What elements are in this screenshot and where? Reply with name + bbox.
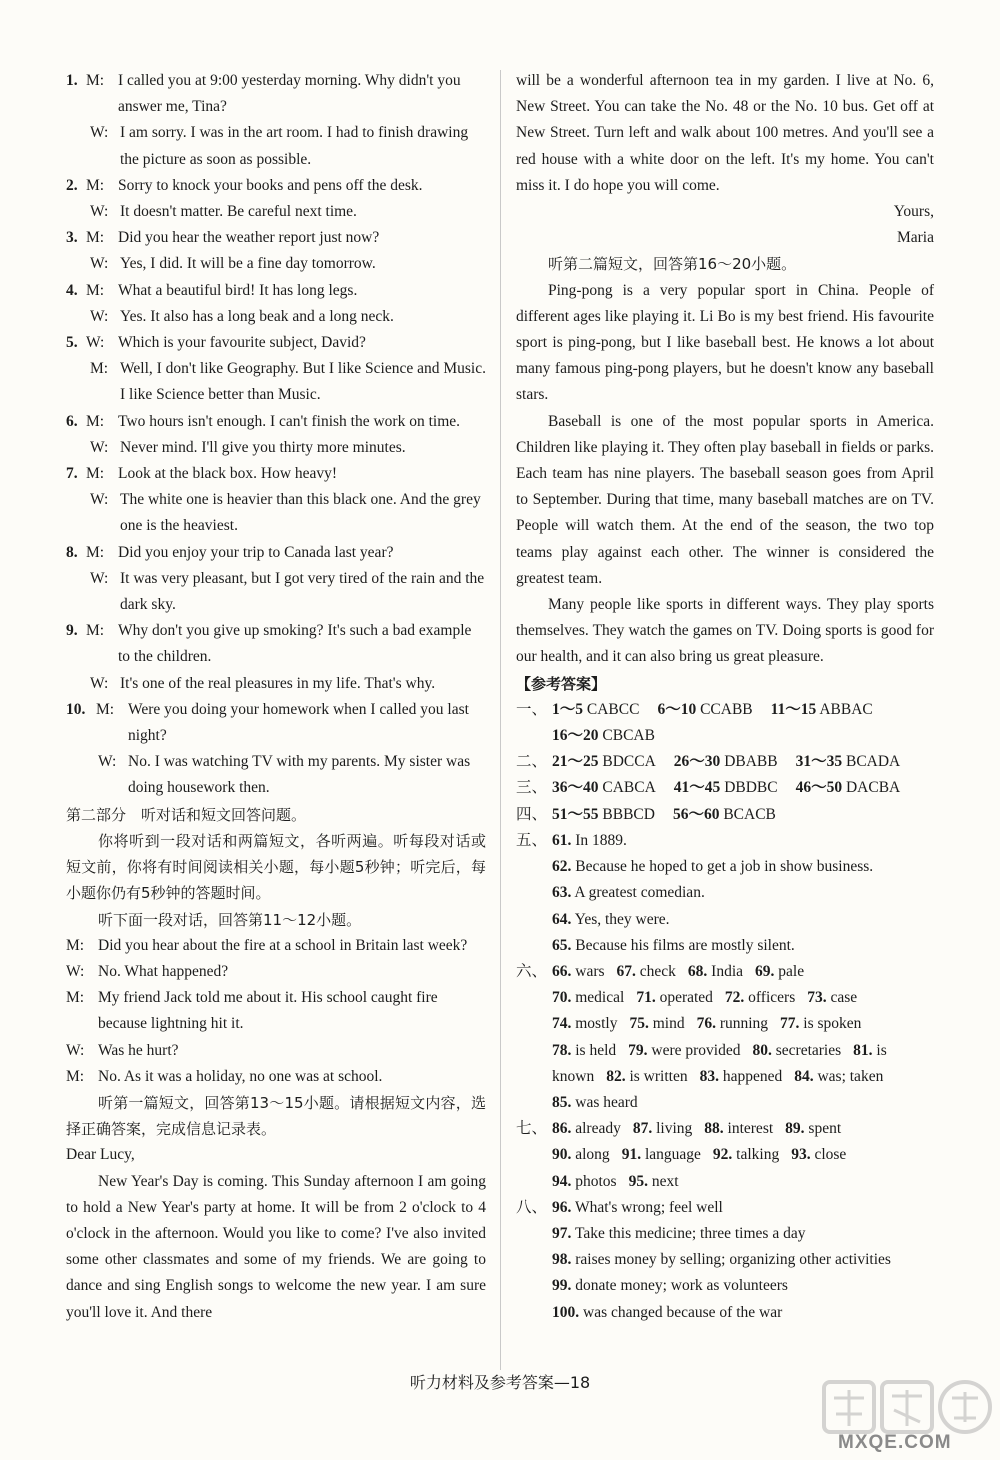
dialogue-line xyxy=(66,487,486,539)
answer-text: Because his films are mostly silent. xyxy=(575,936,795,954)
answer-row xyxy=(516,1169,934,1195)
answer-word: mind xyxy=(652,1015,685,1033)
answer-range: 1～5 xyxy=(552,700,584,718)
answer-text: A greatest comedian. xyxy=(574,884,705,902)
answer-number: 71. xyxy=(636,989,656,1007)
speaker-label: M: xyxy=(66,1067,85,1085)
answer-word: were provided xyxy=(651,1041,741,1059)
answer-row xyxy=(516,959,934,985)
answer-word: living xyxy=(656,1120,693,1138)
speaker-label: W: xyxy=(90,203,109,221)
line-text: Sorry to knock your books and pens off the desk. xyxy=(118,176,423,194)
answer-word: already xyxy=(575,1120,621,1138)
section-label: 八、 xyxy=(516,1198,548,1216)
answer-row xyxy=(516,1247,934,1273)
item-number: 2. xyxy=(66,176,78,194)
answer-pair xyxy=(552,1173,617,1190)
answer-word: mostly xyxy=(575,1015,618,1033)
dialogue-line xyxy=(66,120,486,172)
speaker-label: M: xyxy=(86,622,105,640)
line-text: I am sorry. I was in the art room. I had to finish drawing the picture as soon as possible. xyxy=(120,124,469,168)
answer-pair xyxy=(552,963,605,980)
answer-row xyxy=(516,880,934,906)
answer-pair xyxy=(780,1015,861,1032)
answer-row xyxy=(516,1221,934,1247)
answer-word: wars xyxy=(575,962,605,980)
speaker-label: M: xyxy=(86,281,105,299)
answer-group xyxy=(674,779,778,796)
answer-number: 66. xyxy=(552,962,572,980)
answer-word: India xyxy=(711,962,744,980)
answer-letters: DACBA xyxy=(845,779,901,797)
answer-number: 61. xyxy=(552,831,572,849)
line-text: No. I was watching TV with my parents. My sister was doing housework then. xyxy=(128,753,471,797)
answer-number: 79. xyxy=(628,1041,648,1059)
answer-row xyxy=(516,1090,934,1116)
answer-group xyxy=(796,753,901,770)
answer-row xyxy=(516,1011,934,1037)
answer-number: 69. xyxy=(755,962,775,980)
answer-text: Yes, they were. xyxy=(574,910,670,928)
speaker-label: M: xyxy=(86,229,105,247)
answer-word: was heard xyxy=(575,1093,638,1111)
answer-pair xyxy=(629,1173,679,1190)
answer-word: is spoken xyxy=(803,1015,862,1033)
letter-greeting: Dear Lucy, xyxy=(66,1146,135,1164)
line-text: No. What happened? xyxy=(98,962,229,980)
item-number: 8. xyxy=(66,543,78,561)
dialog-line xyxy=(66,959,486,985)
answer-word: happened xyxy=(722,1067,783,1085)
answer-pair xyxy=(725,989,795,1006)
answer-row xyxy=(516,723,934,749)
answer-row xyxy=(516,933,934,959)
answer-number: 92. xyxy=(712,1146,733,1164)
answer-pair xyxy=(629,1015,684,1032)
answer-pair xyxy=(633,1120,692,1137)
answer-number: 85. xyxy=(552,1093,572,1111)
answer-pair xyxy=(713,1146,779,1163)
answer-number: 89. xyxy=(785,1120,805,1138)
speaker-label: M: xyxy=(86,412,105,430)
answer-number: 84. xyxy=(794,1067,814,1085)
item-number: 5. xyxy=(66,334,78,352)
answer-word: was; taken xyxy=(817,1067,884,1085)
answer-letters: CABCA xyxy=(602,779,656,797)
answer-number: 73. xyxy=(807,989,827,1007)
answer-row xyxy=(516,1195,934,1221)
answer-number: 95. xyxy=(628,1172,648,1190)
answer-row xyxy=(516,775,934,801)
section-label: 三、 xyxy=(516,779,548,797)
answer-letters: CBCAB xyxy=(602,727,655,745)
answer-pair xyxy=(697,1015,768,1032)
answer-pair xyxy=(617,963,676,980)
speaker-label: W: xyxy=(66,1041,85,1059)
answer-letters: BDCCA xyxy=(602,753,656,771)
item-number: 3. xyxy=(66,229,78,247)
answer-word: photos xyxy=(575,1172,617,1190)
answer-number: 78. xyxy=(552,1041,572,1059)
item-number: 10. xyxy=(66,700,86,718)
answer-pair xyxy=(807,989,857,1006)
answer-group xyxy=(552,727,655,744)
answer-number: 75. xyxy=(629,1015,649,1033)
section-label: 二、 xyxy=(516,753,548,771)
section-label: 七、 xyxy=(516,1120,548,1138)
answer-pair xyxy=(794,1068,883,1085)
dialogue-line xyxy=(66,566,486,618)
speaker-label: M: xyxy=(86,72,105,89)
answers-title: 【参考答案】 xyxy=(516,674,607,693)
answer-word: case xyxy=(830,989,858,1007)
answer-pair xyxy=(636,989,713,1006)
answer-letters: BCACB xyxy=(723,805,776,823)
speaker-label: W: xyxy=(90,255,109,273)
answer-row xyxy=(516,907,934,933)
answer-row xyxy=(516,1273,934,1299)
answer-number: 72. xyxy=(724,989,745,1007)
answer-pair xyxy=(853,1042,887,1059)
speaker-label: M: xyxy=(66,936,85,954)
answer-word: running xyxy=(719,1015,769,1033)
answer-range: 6～10 xyxy=(657,700,697,718)
answer-group xyxy=(657,701,752,718)
answer-word: medical xyxy=(575,989,625,1007)
answer-letters: DBDBC xyxy=(724,779,778,797)
section-label: 一、 xyxy=(516,700,548,718)
answer-letters: DBABB xyxy=(724,753,778,771)
answer-range: 36～40 xyxy=(552,779,599,797)
answer-text: was changed because of the war xyxy=(583,1303,783,1321)
answer-pair xyxy=(552,1068,594,1085)
answer-pair xyxy=(552,1042,616,1059)
line-text: No. As it was a holiday, no one was at school. xyxy=(98,1067,383,1085)
speaker-label: W: xyxy=(98,753,117,771)
passage1-intro: 听第一篇短文，回答第13～15小题。请根据短文内容，选择正确答案，完成信息记录表。 xyxy=(66,1093,486,1139)
passage2-intro: 听第二篇短文，回答第16～20小题。 xyxy=(548,255,797,274)
answer-pair xyxy=(552,1094,638,1111)
answer-range: 51～55 xyxy=(552,805,599,823)
answer-row xyxy=(516,1064,934,1090)
answer-number: 80. xyxy=(752,1041,772,1059)
answer-number: 67. xyxy=(616,962,636,980)
answer-row xyxy=(516,1300,934,1326)
right-column xyxy=(516,68,934,1326)
answer-word: spent xyxy=(808,1120,842,1138)
answer-row xyxy=(516,985,934,1011)
answer-pair xyxy=(552,989,624,1006)
answer-group xyxy=(552,701,639,718)
line-text: Never mind. I'll give you thirty more minutes. xyxy=(120,438,406,456)
speaker-label: M: xyxy=(96,700,115,718)
answer-number: 82. xyxy=(606,1067,626,1085)
page-footer: 听力材料及参考答案—18 xyxy=(409,1373,591,1392)
answer-letters: CABCC xyxy=(586,700,640,718)
answer-word: next xyxy=(651,1172,679,1190)
column-divider xyxy=(500,70,501,1370)
speaker-label: M: xyxy=(90,360,109,378)
answer-number: 64. xyxy=(552,910,572,928)
line-text: Did you enjoy your trip to Canada last year? xyxy=(118,543,394,561)
answer-group xyxy=(796,779,901,796)
answer-pair xyxy=(785,1120,841,1137)
section-label: 五、 xyxy=(516,831,548,849)
dialog-line xyxy=(66,1038,486,1064)
answer-pair xyxy=(552,1120,621,1137)
answer-word: is xyxy=(876,1041,887,1059)
answer-word: close xyxy=(814,1146,847,1164)
line-text: Well, I don't like Geography. But I like Science and Music. I like Science better than Music. xyxy=(120,360,486,404)
answer-text: Take this medicine; three times a day xyxy=(574,1224,806,1242)
answer-number: 87. xyxy=(632,1120,653,1138)
answer-group xyxy=(552,806,655,823)
dialogue-line xyxy=(66,461,486,487)
answer-pair xyxy=(552,1015,617,1032)
answer-word: operated xyxy=(659,989,713,1007)
answer-word: is held xyxy=(575,1041,617,1059)
answer-group xyxy=(552,779,656,796)
speaker-label: M: xyxy=(86,465,105,483)
dialogue-line xyxy=(66,540,486,566)
line-text: Look at the black box. How heavy! xyxy=(118,465,338,483)
answer-word: interest xyxy=(727,1120,774,1138)
item-number: 1. xyxy=(66,72,78,89)
dialogue-line xyxy=(66,671,486,697)
answer-row xyxy=(516,1116,934,1142)
answer-number: 100. xyxy=(552,1303,580,1321)
answer-range: 16～20 xyxy=(552,727,599,745)
line-text: It was very pleasant, but I got very tired of the rain and the dark sky. xyxy=(120,569,485,614)
answer-number: 81. xyxy=(853,1041,873,1059)
line-text: Two hours isn't enough. I can't finish the work on time. xyxy=(118,412,461,430)
line-text: It's one of the real pleasures in my life. That's why. xyxy=(120,674,436,692)
line-text: Why don't you give up smoking? It's such a bad example to the children. xyxy=(118,622,472,666)
dialogue-line xyxy=(66,409,486,435)
dialog-line xyxy=(66,985,486,1037)
speaker-label: M: xyxy=(66,989,85,1007)
answer-row xyxy=(516,854,934,880)
item-number: 6. xyxy=(66,412,78,430)
answer-number: 90. xyxy=(552,1146,572,1164)
answer-number: 96. xyxy=(552,1198,572,1216)
answer-number: 62. xyxy=(552,858,572,876)
letter-signature: Maria xyxy=(896,229,934,247)
passage-paragraph: Ping-pong is a very popular sport in China. People of different ages like playing it. Li Bo is my best friend. His favourite sport is ping-pong, but I like baseball best. He knows a lot about many famous ping-pong players, but he doesn't know any baseball stars. xyxy=(516,281,934,404)
answer-pair xyxy=(628,1042,740,1059)
item-number: 4. xyxy=(66,281,78,299)
answer-letters: BCADA xyxy=(845,753,901,771)
answer-row xyxy=(516,1038,934,1064)
dialog xyxy=(66,933,486,1090)
answer-text: In 1889. xyxy=(575,831,627,849)
line-text: Did you hear about the fire at a school in Britain last week? xyxy=(98,936,468,954)
answer-number: 97. xyxy=(552,1224,572,1242)
answer-word: officers xyxy=(748,989,796,1007)
dialogue-line xyxy=(66,225,486,251)
dialogue-line xyxy=(66,618,486,670)
dialog-line xyxy=(66,933,486,959)
answer-number: 93. xyxy=(791,1146,811,1164)
answer-range: 11～15 xyxy=(770,700,817,718)
answer-word: secretaries xyxy=(775,1041,842,1059)
answer-group xyxy=(674,753,778,770)
dialogue-line xyxy=(66,330,486,356)
answer-range: 41～45 xyxy=(673,779,721,797)
line-text: Yes, I did. It will be a fine day tomorrow. xyxy=(120,255,376,273)
answer-pair xyxy=(791,1146,846,1163)
dialogue-line xyxy=(66,278,486,304)
answer-group xyxy=(771,701,873,718)
answer-key xyxy=(516,697,934,1326)
passage2 xyxy=(516,278,934,671)
watermark-text: MXQE.COM xyxy=(838,1432,952,1453)
dialogue-line xyxy=(66,749,486,801)
answer-number: 88. xyxy=(704,1120,724,1138)
answer-text: raises money by selling; organizing other activities xyxy=(575,1251,891,1269)
answer-word: language xyxy=(644,1146,701,1164)
answer-number: 86. xyxy=(552,1120,572,1138)
speaker-label: W: xyxy=(66,962,85,980)
dialogue-line xyxy=(66,356,486,408)
answer-word: talking xyxy=(736,1146,780,1164)
answer-number: 76. xyxy=(696,1015,716,1033)
speaker-label: M: xyxy=(86,543,105,561)
answer-range: 26～30 xyxy=(673,753,721,771)
left-column xyxy=(66,68,486,1326)
dialogue-line xyxy=(66,68,486,120)
part2-title: 第二部分 听对话和短文回答问题。 xyxy=(66,805,307,824)
answer-pair xyxy=(753,1042,842,1059)
answer-row xyxy=(516,749,934,775)
item-number: 7. xyxy=(66,465,78,483)
letter-continuation: will be a wonderful afternoon tea in my garden. I live at No. 6, New Street. You can take the No. 48 or the No. 10 bus. Get off at New Street. Turn left and walk about 100 metres. And you'll see a red house with a white door on the left. It's my home. You can't miss it. I do hope you will come. xyxy=(516,72,934,194)
answer-number: 74. xyxy=(552,1015,572,1033)
dialogue-items xyxy=(66,68,486,802)
answer-letters: ABBAC xyxy=(819,700,873,718)
answer-number: 70. xyxy=(552,989,572,1007)
answer-number: 83. xyxy=(699,1067,719,1085)
answer-pair xyxy=(700,1068,783,1085)
answer-range: 56～60 xyxy=(672,805,720,823)
speaker-label: W: xyxy=(90,674,109,692)
answer-range: 46～50 xyxy=(795,779,843,797)
answer-word: along xyxy=(575,1146,610,1164)
answer-row xyxy=(516,802,934,828)
answer-number: 65. xyxy=(552,936,572,954)
dialogue-line xyxy=(66,199,486,225)
answer-word: check xyxy=(639,962,676,980)
answer-pair xyxy=(552,1146,610,1163)
speaker-label: W: xyxy=(90,491,109,509)
answer-row xyxy=(516,1142,934,1168)
answer-group xyxy=(673,806,776,823)
answer-word: pale xyxy=(778,962,805,980)
item-number: 9. xyxy=(66,622,78,640)
line-text: I called you at 9:00 yesterday morning. Why didn't you answer me, Tina? xyxy=(118,72,461,116)
answer-text: donate money; work as volunteers xyxy=(575,1277,788,1295)
line-text: Did you hear the weather report just now? xyxy=(118,229,380,247)
line-text: What a beautiful bird! It has long legs. xyxy=(118,281,358,299)
line-text: Yes. It also has a long beak and a long neck. xyxy=(120,307,394,325)
passage-paragraph: Baseball is one of the most popular sports in America. Children like playing it. They often play baseball in fields or parks. Each team has nine players. The baseball season goes from April to September. During that time, many baseball matches are on TV. People will watch them. At the end of the season, the two top teams play against each other. The winner is considered the greatest team. xyxy=(516,412,934,587)
dialogue-line xyxy=(66,697,486,749)
speaker-label: W: xyxy=(90,307,109,325)
answer-text: What's wrong; feel well xyxy=(574,1198,723,1216)
letter-closing: Yours, xyxy=(893,203,934,221)
answer-group xyxy=(552,753,656,770)
answer-number: 63. xyxy=(552,884,572,902)
passage-paragraph: Many people like sports in different ways. They play sports themselves. They watch the games on TV. Doing sports is good for our health, and it can also bring us great pleasure. xyxy=(516,596,934,666)
answer-letters: BBBCD xyxy=(602,805,655,823)
speaker-label: M: xyxy=(86,176,105,194)
answer-pair xyxy=(622,1146,701,1163)
answer-range: 21～25 xyxy=(552,753,599,771)
line-text: It doesn't matter. Be careful next time. xyxy=(120,203,357,221)
line-text: Which is your favourite subject, David? xyxy=(118,334,366,352)
dialogue-line xyxy=(66,251,486,277)
dialog-intro: 听下面一段对话，回答第11～12小题。 xyxy=(98,910,362,929)
answer-number: 99. xyxy=(552,1277,572,1295)
line-text: Were you doing your homework when I called you last night? xyxy=(128,700,469,745)
answer-range: 31～35 xyxy=(795,753,843,771)
section-label: 四、 xyxy=(516,805,548,823)
speaker-label: W: xyxy=(86,334,105,352)
speaker-label: W: xyxy=(90,438,109,456)
answer-number: 91. xyxy=(621,1146,642,1164)
answer-word: is written xyxy=(629,1067,688,1085)
answer-number: 68. xyxy=(687,962,708,980)
section-label: 六、 xyxy=(516,962,548,980)
dialogue-line xyxy=(66,304,486,330)
dialog-line xyxy=(66,1064,486,1090)
answer-word: known xyxy=(552,1067,595,1085)
answer-pair xyxy=(688,963,743,980)
answer-number: 94. xyxy=(552,1172,572,1190)
speaker-label: W: xyxy=(90,124,109,142)
part2-intro: 你将听到一段对话和两篇短文，各听两遍。听每段对话或短文前，你将有时间阅读相关小题，每小题5秒钟；听完后，每小题你仍有5秒钟的答题时间。 xyxy=(66,831,486,903)
answer-number: 77. xyxy=(780,1015,800,1033)
line-text: The white one is heavier than this black one. And the grey one is the heaviest. xyxy=(120,491,481,535)
letter-body: New Year's Day is coming. This Sunday afternoon I am going to hold a New Year's party at home. It will be from 2 o'clock to 4 o'clock in the afternoon. Would you like to come? I've also invited some other classmates and some of my friends. We are going to dance and sing English songs to welcome the new year. I am sure you'll love it. And there xyxy=(66,1172,486,1321)
line-text: Was he hurt? xyxy=(98,1041,179,1059)
answer-number: 98. xyxy=(552,1251,572,1269)
dialogue-line xyxy=(66,173,486,199)
dialogue-line xyxy=(66,435,486,461)
answer-row xyxy=(516,697,934,723)
answer-pair xyxy=(704,1120,773,1137)
speaker-label: W: xyxy=(90,569,109,587)
answer-letters: CCABB xyxy=(700,700,753,718)
answer-row xyxy=(516,828,934,854)
line-text: My friend Jack told me about it. His school caught fire because lightning hit it. xyxy=(98,989,438,1033)
answer-pair xyxy=(606,1068,687,1085)
answer-pair xyxy=(755,963,804,980)
answer-text: Because he hoped to get a job in show business. xyxy=(575,858,874,876)
